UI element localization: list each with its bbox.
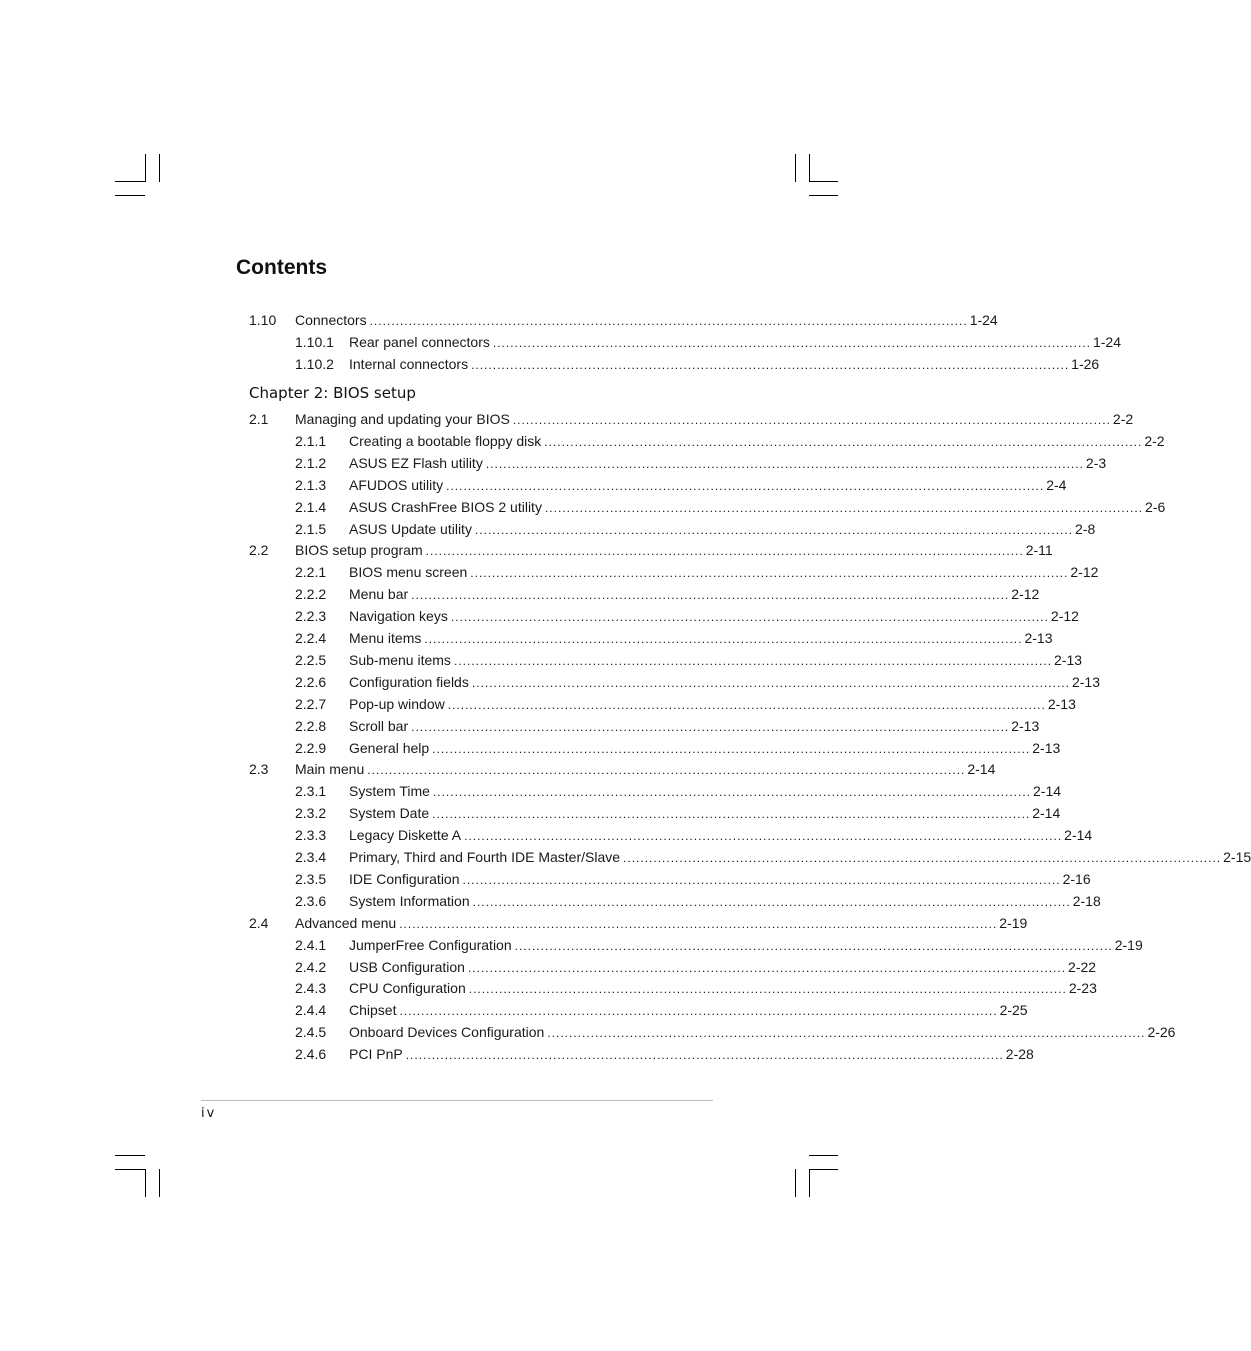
toc-entry-page: 2-6 — [1145, 498, 1166, 515]
toc-entry[interactable] — [0, 309, 998, 331]
dot-leader: .......................................................................................................................................... — [547, 1026, 1146, 1041]
toc-subentry[interactable] — [0, 737, 1061, 759]
dot-leader: .......................................................................................................................................... — [450, 610, 1049, 625]
toc-subentry[interactable] — [0, 999, 1028, 1021]
toc-entry-number: 2.2 — [249, 542, 269, 559]
dot-leader: .......................................................................................................................................... — [468, 982, 1067, 997]
toc-entry-number: 2.2.6 — [295, 673, 327, 690]
dot-leader: .......................................................................................................................................... — [544, 500, 1144, 515]
dot-leader: .......................................................................................................................................... — [432, 807, 1031, 822]
toc-entry-page: 2-15 — [1223, 849, 1251, 865]
toc-entry-title: Connectors — [295, 312, 367, 328]
toc-subentry[interactable] — [0, 474, 1067, 496]
dot-leader: .......................................................................................................................................... — [512, 413, 1111, 427]
toc-subentry[interactable] — [0, 802, 1061, 824]
dot-leader: .......................................................................................................................................... — [369, 314, 968, 328]
toc-subentry[interactable] — [0, 868, 1091, 890]
toc-subentry[interactable] — [0, 671, 1100, 693]
toc-subentry[interactable] — [0, 977, 1097, 999]
toc-entry-title: Menu items — [349, 630, 422, 646]
toc-entry-title: Pop-up window — [349, 695, 445, 712]
toc-entry-title: JumperFree Configuration — [349, 936, 512, 953]
toc-entry-page: 2-19 — [999, 914, 1028, 931]
dot-leader: .......................................................................................................................................... — [425, 544, 1024, 559]
dot-leader: .......................................................................................................................................... — [399, 1004, 998, 1019]
toc-entry-page: 2-4 — [1046, 476, 1067, 493]
toc-entry[interactable] — [0, 408, 1134, 430]
toc-entry-number: 2.3.4 — [295, 849, 327, 865]
toc-entry-page: 2-13 — [1071, 673, 1100, 690]
toc-entry-page: 2-13 — [1054, 651, 1083, 668]
toc-entry-number: 2.3.2 — [295, 805, 327, 822]
toc-entry-number: 2.4.1 — [295, 936, 327, 953]
toc-entry-page: 2-16 — [1062, 870, 1091, 887]
toc-entry-page: 1-24 — [969, 312, 998, 328]
dot-leader: .......................................................................................................................................... — [544, 434, 1143, 449]
toc-entry-title: CPU Configuration — [349, 980, 466, 997]
dot-leader: .......................................................................................................................................... — [405, 1048, 1004, 1063]
toc-entry-number: 2.1.5 — [295, 520, 327, 537]
toc-subentry[interactable] — [0, 353, 1100, 375]
toc-entry-page: 2-28 — [1005, 1046, 1034, 1063]
toc-entry-title: System Date — [349, 805, 430, 822]
toc-entry-page: 2-3 — [1085, 454, 1107, 471]
toc-entry-title: BIOS setup program — [295, 542, 423, 559]
toc-entry-title: System Time — [349, 783, 430, 800]
dot-leader: .......................................................................................................................................... — [462, 872, 1061, 887]
dot-leader: .......................................................................................................................................... — [432, 785, 1031, 800]
toc-entry-number: 2.4 — [249, 914, 269, 931]
toc-entry-page: 2-13 — [1024, 630, 1053, 646]
page-title: Contents — [236, 256, 327, 279]
toc-entry-number: 1.10.1 — [295, 333, 334, 350]
toc-entry-number: 2.3 — [249, 761, 269, 778]
dot-leader: .......................................................................................................................................... — [623, 851, 1222, 865]
toc-entry-number: 2.2.8 — [295, 717, 327, 734]
toc-entry-number: 2.3.1 — [295, 783, 327, 800]
page-number: iv — [201, 1106, 217, 1121]
toc-entry-number: 2.3.5 — [295, 870, 327, 887]
toc-entry-title: Legacy Diskette A — [349, 827, 462, 844]
dot-leader: .......................................................................................................................................... — [447, 697, 1046, 712]
toc-entry-page: 2-22 — [1068, 958, 1097, 975]
toc-entry-number: 2.1.1 — [295, 432, 327, 449]
toc-entry-page: 2-25 — [999, 1002, 1028, 1019]
toc-subentry[interactable] — [0, 715, 1040, 737]
toc-entry-page: 2-13 — [1032, 739, 1061, 756]
dot-leader: .......................................................................................................................................... — [411, 588, 1010, 603]
toc-entry-page: 2-2 — [1144, 432, 1165, 449]
toc-entry-page: 2-14 — [1032, 805, 1061, 822]
dot-leader: .......................................................................................................................................... — [472, 894, 1071, 909]
dot-leader: .......................................................................................................................................... — [471, 357, 1070, 372]
toc-entry-page: 2-14 — [1033, 783, 1062, 800]
toc-entry-title: Creating a bootable floppy disk — [349, 432, 542, 449]
toc-subentry[interactable] — [0, 846, 1251, 868]
toc-entry-title: Managing and updating your BIOS — [295, 411, 510, 427]
toc-entry-title: BIOS menu screen — [349, 564, 468, 581]
toc-entry-page: 2-23 — [1068, 980, 1097, 997]
toc-subentry[interactable] — [0, 627, 1053, 649]
dot-leader: .......................................................................................................................................... — [467, 960, 1067, 975]
toc-entry-title: Rear panel connectors — [349, 333, 490, 350]
toc-entry-title: Main menu — [295, 761, 365, 778]
toc-entry-number: 1.10.2 — [295, 355, 334, 372]
toc-entry-page: 2-18 — [1072, 892, 1101, 909]
toc-entry-page: 2-12 — [1070, 564, 1099, 581]
toc-subentry[interactable] — [0, 583, 1040, 605]
toc-entry-page: 2-12 — [1050, 608, 1079, 625]
toc-entry-number: 2.2.7 — [295, 695, 327, 712]
toc-entry-page: 2-13 — [1047, 695, 1076, 712]
toc-entry-title: ASUS Update utility — [349, 520, 472, 537]
toc-entry-title: Scroll bar — [349, 717, 409, 734]
toc-entry-number: 1.10 — [249, 312, 277, 328]
dot-leader: .......................................................................................................................................... — [470, 566, 1069, 581]
dot-leader: .......................................................................................................................................... — [399, 916, 998, 931]
footer-rule — [201, 1100, 713, 1101]
toc-entry-number: 2.1 — [249, 411, 269, 427]
dot-leader: .......................................................................................................................................... — [424, 632, 1023, 646]
dot-leader: .......................................................................................................................................... — [514, 938, 1113, 953]
toc-subentry[interactable] — [0, 452, 1107, 474]
toc-entry-number: 2.1.2 — [295, 454, 327, 471]
toc-subentry[interactable] — [0, 934, 1143, 956]
toc-entry-page: 2-13 — [1011, 717, 1040, 734]
toc-entry-page: 2-26 — [1147, 1024, 1176, 1041]
toc-entry-page: 2-14 — [1064, 827, 1093, 844]
toc-entry-title: ASUS CrashFree BIOS 2 utility — [349, 498, 542, 515]
toc-entry-number: 2.2.1 — [295, 564, 327, 581]
chapter-heading: Chapter 2: BIOS setup — [249, 384, 416, 402]
toc-entry-number: 2.1.4 — [295, 498, 327, 515]
toc-entry-number: 2.2.5 — [295, 651, 327, 668]
toc-entry-number: 2.2.3 — [295, 608, 327, 625]
dot-leader: .......................................................................................................................................... — [474, 522, 1074, 537]
toc-entry-title: Primary, Third and Fourth IDE Master/Slave — [349, 849, 621, 865]
toc-subentry[interactable] — [0, 1043, 1034, 1065]
toc-entry-title: Chipset — [349, 1002, 397, 1019]
toc-subentry[interactable] — [0, 824, 1093, 846]
dot-leader: .......................................................................................................................................... — [471, 675, 1070, 690]
toc-entry-title: ASUS EZ Flash utility — [349, 454, 483, 471]
toc-entry-number: 2.3.6 — [295, 892, 327, 909]
dot-leader: .......................................................................................................................................... — [453, 653, 1053, 668]
toc-subentry[interactable] — [0, 780, 1062, 802]
toc-entry-page: 2-11 — [1025, 542, 1053, 559]
dot-leader: .......................................................................................................................................... — [432, 741, 1031, 756]
toc-entry-title: General help — [349, 739, 430, 756]
toc-entry-title: Internal connectors — [349, 355, 469, 372]
toc-entry-title: Menu bar — [349, 586, 409, 603]
toc-entry-number: 2.4.6 — [295, 1046, 327, 1063]
toc-entry-page: 1-26 — [1071, 355, 1100, 372]
toc-entry-number: 2.4.3 — [295, 980, 327, 997]
toc-subentry[interactable] — [0, 1021, 1176, 1043]
toc-entry-title: USB Configuration — [349, 958, 465, 975]
toc-entry-title: PCI PnP — [349, 1046, 403, 1063]
toc-subentry[interactable] — [0, 649, 1083, 671]
toc-entry-page: 2-12 — [1011, 586, 1040, 603]
toc-subentry[interactable] — [0, 518, 1096, 540]
toc-entry[interactable] — [0, 758, 996, 780]
toc-entry-page: 2-8 — [1075, 520, 1096, 537]
toc-entry-number: 2.2.9 — [295, 739, 327, 756]
toc-subentry[interactable] — [0, 956, 1097, 978]
dot-leader: .......................................................................................................................................... — [446, 478, 1045, 493]
toc-entry-number: 2.2.2 — [295, 586, 327, 603]
toc-entry-number: 2.2.4 — [295, 630, 327, 646]
toc-entry-page: 2-14 — [967, 761, 996, 778]
toc-subentry[interactable] — [0, 331, 1121, 353]
dot-leader: .......................................................................................................................................... — [492, 335, 1091, 350]
toc-subentry[interactable] — [0, 430, 1165, 452]
toc-entry[interactable] — [0, 912, 1028, 934]
toc-subentry[interactable] — [0, 693, 1076, 715]
toc-entry-number: 2.4.4 — [295, 1002, 327, 1019]
toc-subentry[interactable] — [0, 561, 1099, 583]
toc-subentry[interactable] — [0, 605, 1079, 627]
toc-entry-title: System Information — [349, 892, 470, 909]
toc-entry-number: 2.3.3 — [295, 827, 327, 844]
toc-entry[interactable] — [0, 539, 1053, 561]
toc-entry-title: AFUDOS utility — [349, 476, 444, 493]
toc-entry-title: Sub-menu items — [349, 651, 451, 668]
toc-entry-page: 1-24 — [1092, 333, 1121, 350]
dot-leader: .......................................................................................................................................... — [464, 829, 1063, 844]
toc-entry-page: 2-2 — [1112, 411, 1134, 427]
toc-subentry[interactable] — [0, 496, 1166, 518]
toc-entry-title: IDE Configuration — [349, 870, 460, 887]
dot-leader: .......................................................................................................................................... — [367, 763, 966, 778]
toc-entry-number: 2.1.3 — [295, 476, 327, 493]
toc-entry-title: Configuration fields — [349, 673, 469, 690]
dot-leader: .......................................................................................................................................... — [411, 719, 1010, 734]
toc-subentry[interactable] — [0, 890, 1101, 912]
toc-entry-title: Advanced menu — [295, 914, 397, 931]
toc-entry-page: 2-19 — [1114, 936, 1143, 953]
dot-leader: .......................................................................................................................................... — [485, 456, 1084, 471]
toc-entry-title: Navigation keys — [349, 608, 448, 625]
toc-entry-number: 2.4.2 — [295, 958, 327, 975]
toc-entry-number: 2.4.5 — [295, 1024, 327, 1041]
toc-entry-title: Onboard Devices Configuration — [349, 1024, 545, 1041]
